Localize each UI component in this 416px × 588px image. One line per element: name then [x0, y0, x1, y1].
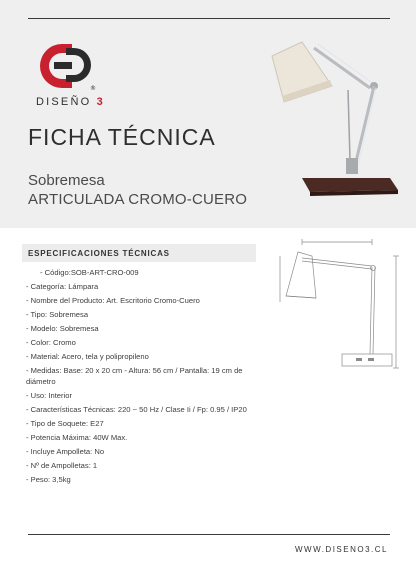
website-url[interactable]: WWW.DISENO3.CL: [294, 545, 388, 554]
lamp-photo: [262, 30, 402, 205]
spec-item-product-name: - Nombre del Producto: Art. Escritorio Cromo-Cuero: [26, 295, 200, 305]
spec-item-code: - Código:SOB-ART-CRO-009: [40, 267, 139, 277]
spec-item-power: - Potencia Máxima: 40W Max.: [26, 432, 128, 442]
spec-item-bulb-included: - Incluye Ampolleta: No: [26, 446, 105, 456]
brand-logo-icon: [36, 40, 98, 92]
spec-item-socket: - Tipo de Soquete: E27: [26, 418, 104, 428]
spec-item-dimensions: - Medidas: Base: 20 x 20 cm - Altura: 56 cm / Pantalla: 19 cm de diámetro: [26, 365, 243, 386]
page-title: FICHA TÉCNICA: [28, 124, 216, 150]
spec-item-bulb-count: - Nº de Ampolletas: 1: [26, 460, 98, 470]
product-category: Sobremesa: [28, 172, 105, 189]
spec-item-material: - Material: Acero, tela y polipropileno: [26, 351, 149, 361]
brand-word: DISEÑO: [36, 96, 92, 108]
top-divider: [28, 18, 390, 19]
brand-name: [36, 96, 105, 108]
spec-item-use: - Uso: Interior: [26, 390, 72, 400]
spec-item-category: - Categoría: Lámpara: [26, 281, 99, 291]
spec-item-type: - Tipo: Sobremesa: [26, 309, 89, 319]
specs-heading: ESPECIFICACIONES TÉCNICAS: [28, 249, 170, 258]
registered-mark: ®: [90, 85, 96, 92]
bottom-divider: [28, 534, 390, 535]
brand-number: 3: [96, 96, 105, 108]
spec-item-model: - Modelo: Sobremesa: [26, 323, 99, 333]
spec-item-weight: - Peso: 3,5kg: [26, 474, 71, 484]
spec-item-color: - Color: Cromo: [26, 337, 76, 347]
spec-list: [26, 265, 274, 486]
spec-item-technical: - Características Técnicas: 220 ~ 50 Hz / Clase Ii / Fp: 0.95 / IP20: [26, 404, 247, 414]
product-name: ARTICULADA CROMO-CUERO: [28, 191, 248, 208]
technical-drawing: [272, 236, 402, 374]
